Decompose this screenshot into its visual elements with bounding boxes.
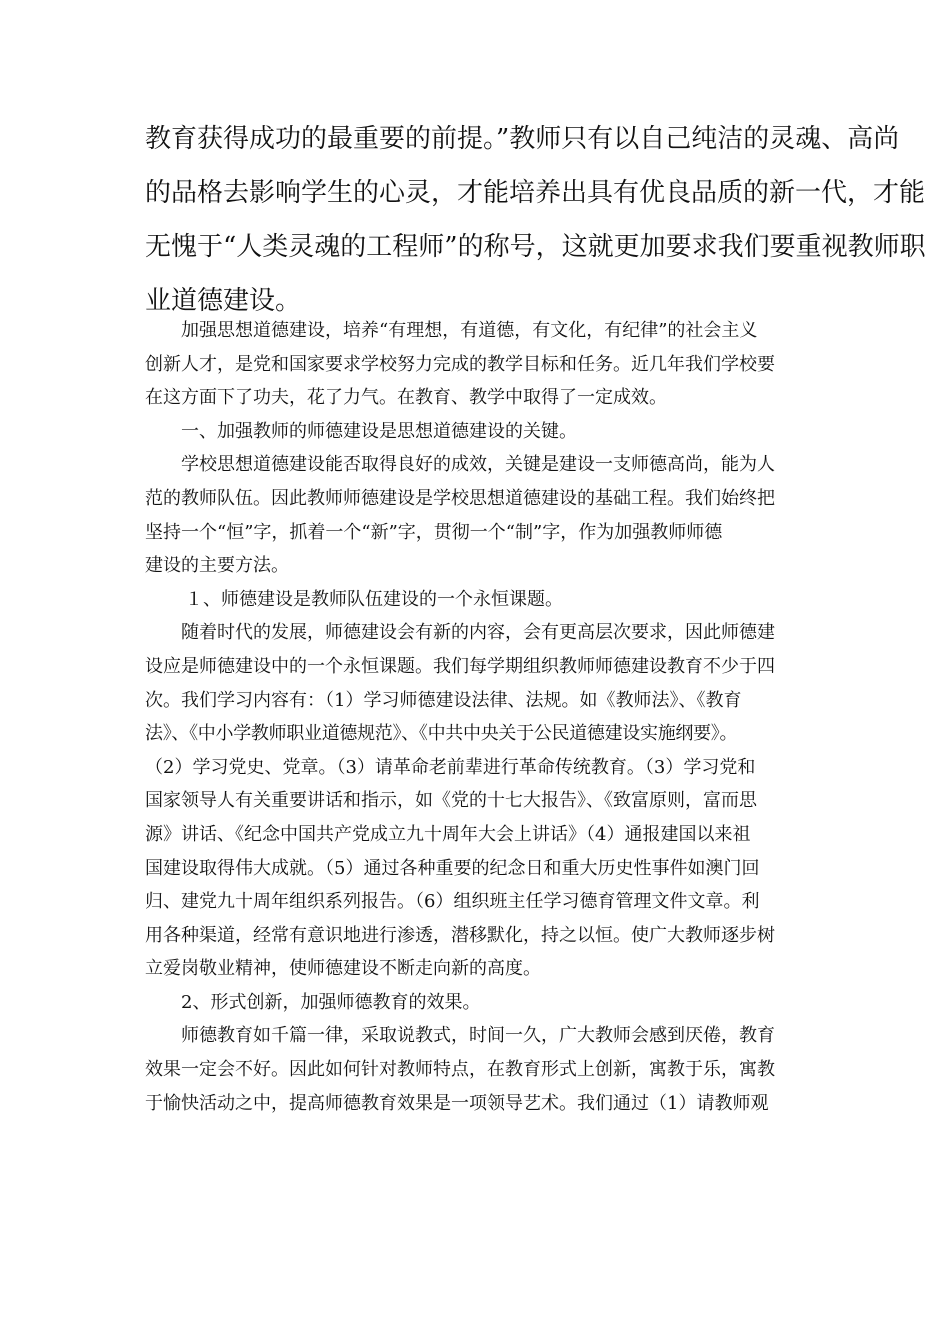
- text-line: 归、建党九十周年组织系列报告。（6）组织班主任学习德育管理文件文章。利: [145, 891, 760, 913]
- subsection-heading: 2、形式创新，加强师德教育的效果。: [181, 991, 481, 1013]
- intro-line: 教育获得成功的最重要的前提。”教师只有以自己纯洁的灵魂、高尚: [145, 124, 900, 154]
- text-line: （2）学习党史、党章。（3）请革命老前辈进行革命传统教育。（3）学习党和: [145, 756, 756, 778]
- intro-line: 业道德建设。: [145, 286, 302, 316]
- text-line: 立爱岗敬业精神，使师德建设不断走向新的高度。: [145, 958, 541, 980]
- text-line: 国家领导人有关重要讲话和指示，如《党的十七大报告》、《致富原则，富而思: [145, 790, 757, 812]
- text-line: 在这方面下了功夫，花了力气。在教育、教学中取得了一定成效。: [145, 387, 667, 409]
- text-line: 师德教育如千篇一律，采取说教式，时间一久，广大教师会感到厌倦，教育: [181, 1025, 775, 1047]
- text-line: 建设的主要方法。: [145, 555, 289, 577]
- text-line: 设应是师德建设中的一个永恒课题。我们每学期组织教师师德建设教育不少于四: [145, 655, 775, 677]
- intro-line: 无愧于“人类灵魂的工程师”的称号，这就更加要求我们要重视教师职: [145, 232, 926, 262]
- text-line: 随着时代的发展，师德建设会有新的内容，会有更高层次要求，因此师德建: [181, 622, 775, 644]
- text-line: 学校思想道德建设能否取得良好的成效，关键是建设一支师德高尚，能为人: [181, 454, 775, 476]
- text-line: 坚持一个“恒”字，抓着一个“新”字，贯彻一个“制”字，作为加强教师师德: [145, 521, 723, 543]
- section-heading: 一、加强教师的师德建设是思想道德建设的关键。: [181, 420, 577, 442]
- text-line: 加强思想道德建设，培养“有理想，有道德，有文化，有纪律”的社会主义: [181, 320, 758, 341]
- intro-line: 的品格去影响学生的心灵，才能培养出具有优良品质的新一代，才能: [145, 178, 926, 208]
- intro-paragraph: [145, 112, 926, 328]
- text-line: 范的教师队伍。因此教师师德建设是学校思想道德建设的基础工程。我们始终把: [145, 487, 775, 509]
- text-line: 于愉快活动之中，提高师德教育效果是一项领导艺术。我们通过（1）请教师观: [145, 1092, 769, 1114]
- text-line: 国建设取得伟大成就。（5）通过各种重要的纪念日和重大历史性事件如澳门回: [145, 857, 760, 879]
- text-line: 用各种渠道，经常有意识地进行渗透，潜移默化，持之以恒。使广大教师逐步树: [145, 924, 775, 946]
- body-text: [145, 314, 810, 1120]
- text-line: 法》、《中小学教师职业道德规范》、《中共中央关于公民道德建设实施纲要》。: [145, 723, 738, 745]
- subsection-heading: １、师德建设是教师队伍建设的一个永恒课题。: [185, 588, 563, 610]
- text-line: 效果一定会不好。因此如何针对教师特点，在教育形式上创新，寓教于乐，寓教: [145, 1059, 775, 1081]
- text-line: 创新人才，是党和国家要求学校努力完成的教学目标和任务。近几年我们学校要: [145, 353, 775, 375]
- text-line: 源》讲话、《纪念中国共产党成立九十周年大会上讲话》（4）通报建国以来祖: [145, 823, 751, 845]
- text-line: 次。我们学习内容有：（1）学习师德建设法律、法规。如《教师法》、《教育: [145, 689, 742, 711]
